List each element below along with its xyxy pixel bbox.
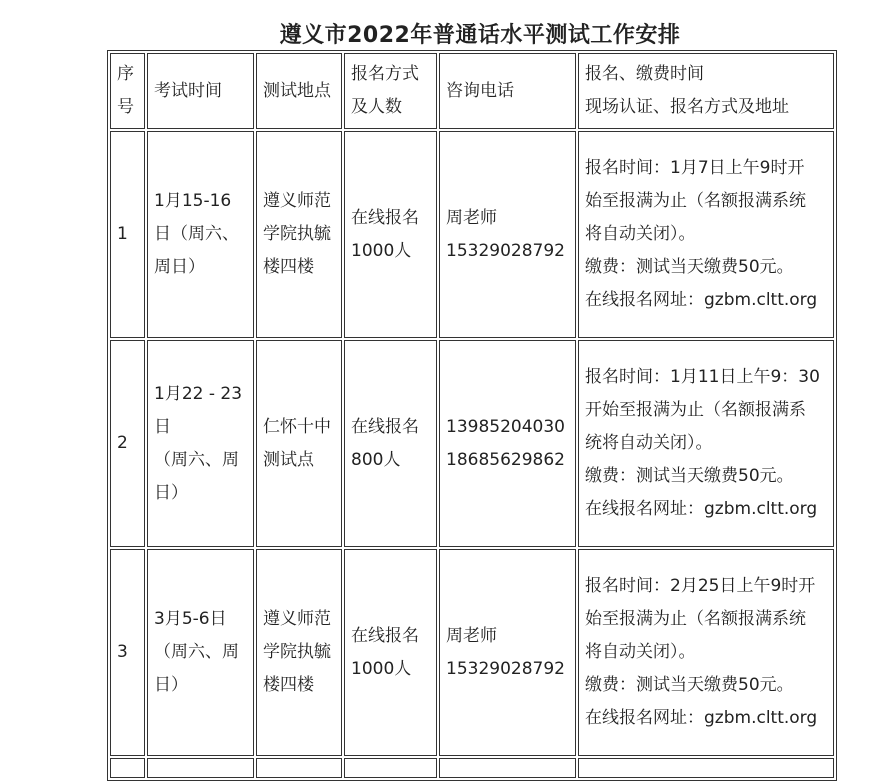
cell-line: 测试点 <box>263 449 314 470</box>
cell-line: 在线报名网址：gzbm.cltt.org <box>585 499 818 519</box>
header-no-line: 号 <box>117 97 134 117</box>
cell-line: 开始至报满为止（名额报满系 <box>585 400 806 420</box>
cell-line: 遵义师范 <box>263 609 331 629</box>
cell-line: 统将自动关闭）。 <box>585 433 713 453</box>
cell-line: 日） <box>154 675 188 695</box>
cell-line: 2 <box>117 433 128 453</box>
page-title: 遵义市2022年普通话水平测试工作安排 <box>279 23 681 48</box>
cell-phone <box>439 549 576 756</box>
cell-place <box>256 758 342 778</box>
cell-registration <box>344 340 437 547</box>
cell-line: 在线报名 <box>351 416 419 437</box>
cell-line: 13985204030 <box>446 416 565 437</box>
cell-place <box>256 340 342 547</box>
cell-line: 1月22 - 23 <box>154 383 243 404</box>
cell-time <box>147 340 254 547</box>
cell-line: 报名时间：2月25日上午9时开 <box>585 576 816 596</box>
schedule-table <box>107 50 837 781</box>
cell-line: 报名时间：1月11日上午9：30 <box>585 367 820 387</box>
cell-line: 15329028792 <box>446 658 565 679</box>
cell-no <box>110 758 145 778</box>
cell-registration <box>344 549 437 756</box>
cell-line: 仁怀十中 <box>263 416 331 437</box>
cell-line: 学院执毓 <box>263 224 331 244</box>
header-place-line: 测试地点 <box>263 80 331 101</box>
cell-line: 楼四楼 <box>263 257 314 277</box>
header-phone-line: 咨询电话 <box>446 80 514 101</box>
cell-line: 缴费：测试当天缴费50元。 <box>585 466 794 486</box>
cell-line: 15329028792 <box>446 240 565 261</box>
cell-line: 日（周六、 <box>154 224 239 244</box>
cell-line: 周老师 <box>446 207 497 228</box>
table-row <box>110 340 834 547</box>
cell-line: 日 <box>154 416 171 437</box>
cell-place <box>256 549 342 756</box>
cell-line: 将自动关闭）。 <box>585 642 696 662</box>
cell-no <box>110 340 145 547</box>
cell-no <box>110 549 145 756</box>
header-no-line: 序 <box>117 64 134 84</box>
header-place <box>256 53 342 129</box>
cell-line: （周六、周 <box>154 642 239 662</box>
cell-info <box>578 549 834 756</box>
cell-info <box>578 758 834 778</box>
cell-line: 缴费：测试当天缴费50元。 <box>585 257 794 277</box>
cell-line: （周六、周 <box>154 449 239 470</box>
cell-line: 18685629862 <box>446 449 565 470</box>
cell-line: 始至报满为止（名额报满系统 <box>585 609 806 629</box>
header-time <box>147 53 254 129</box>
cell-registration <box>344 758 437 778</box>
cell-line: 800人 <box>351 449 401 470</box>
cell-time <box>147 758 254 778</box>
cell-line: 周日） <box>154 257 205 277</box>
cell-line: 3月5-6日 <box>154 609 227 629</box>
cell-line: 日） <box>154 482 188 503</box>
header-time-line: 考试时间 <box>154 80 222 101</box>
cell-line: 1月15-16 <box>154 191 232 211</box>
table-row <box>110 758 834 778</box>
header-info-line: 现场认证、报名方式及地址 <box>585 97 789 117</box>
cell-time <box>147 131 254 338</box>
header-no <box>110 53 145 129</box>
cell-line: 3 <box>117 642 128 662</box>
table-row <box>110 549 834 756</box>
cell-phone <box>439 758 576 778</box>
cell-place <box>256 131 342 338</box>
cell-line: 学院执毓 <box>263 642 331 662</box>
table-header-row <box>110 53 834 129</box>
cell-line: 在线报名 <box>351 625 419 646</box>
cell-line: 缴费：测试当天缴费50元。 <box>585 675 794 695</box>
header-reg-line: 报名方式 <box>351 64 419 84</box>
cell-line: 1000人 <box>351 658 412 679</box>
cell-phone <box>439 340 576 547</box>
header-info <box>578 53 834 129</box>
cell-time <box>147 549 254 756</box>
cell-info <box>578 131 834 338</box>
cell-phone <box>439 131 576 338</box>
cell-line: 楼四楼 <box>263 675 314 695</box>
cell-no <box>110 131 145 338</box>
cell-registration <box>344 131 437 338</box>
table-row <box>110 131 834 338</box>
cell-line: 报名时间：1月7日上午9时开 <box>585 158 805 178</box>
cell-line: 1 <box>117 224 128 244</box>
header-registration <box>344 53 437 129</box>
header-phone <box>439 53 576 129</box>
cell-line: 始至报满为止（名额报满系统 <box>585 191 806 211</box>
cell-line: 在线报名 <box>351 207 419 228</box>
cell-info <box>578 340 834 547</box>
header-info-line: 报名、缴费时间 <box>585 64 704 84</box>
cell-line: 遵义师范 <box>263 191 331 211</box>
cell-line: 在线报名网址：gzbm.cltt.org <box>585 708 818 728</box>
cell-line: 1000人 <box>351 240 412 261</box>
header-reg-line: 及人数 <box>351 97 402 117</box>
cell-line: 在线报名网址：gzbm.cltt.org <box>585 290 818 310</box>
cell-line: 将自动关闭）。 <box>585 224 696 244</box>
cell-line: 周老师 <box>446 625 497 646</box>
